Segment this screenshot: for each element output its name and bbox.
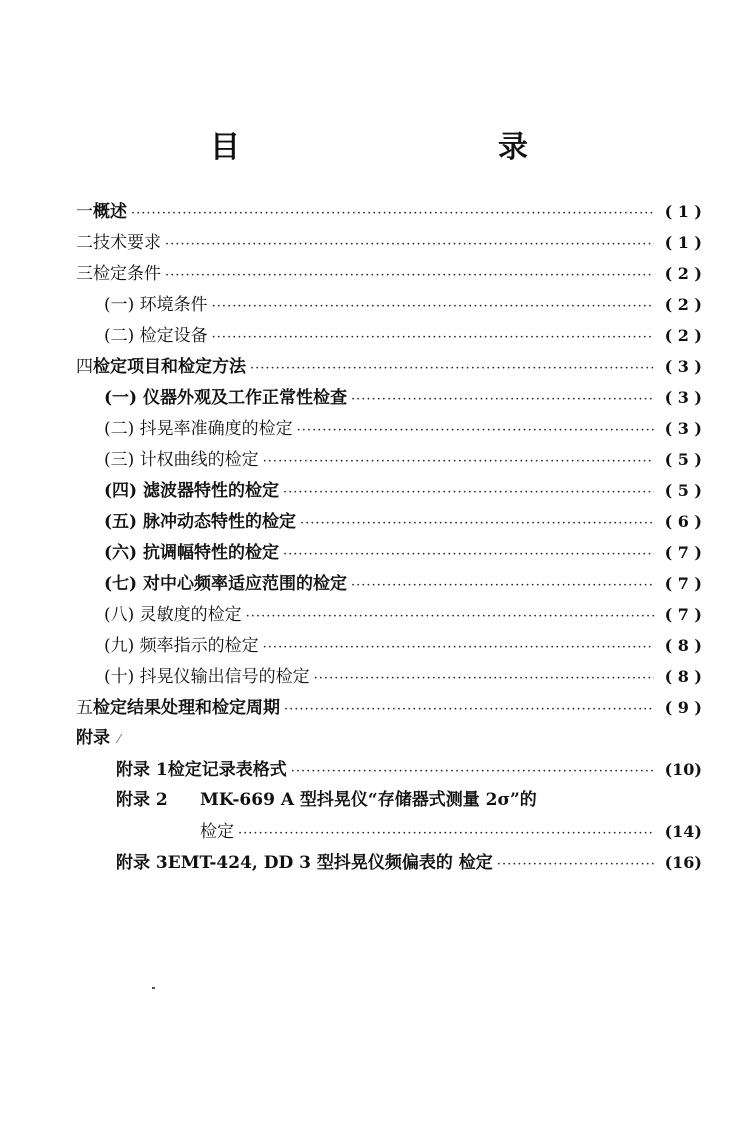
dot-leader (212, 291, 654, 322)
page-number: ( 8 ) (664, 667, 702, 686)
page-number: ( 5 ) (664, 481, 702, 500)
page-number: ( 5 ) (664, 450, 702, 469)
toc-label: 检定项目和检定方法 (93, 357, 246, 377)
toc-entry-2[interactable] (76, 227, 702, 258)
toc-entry-3-1[interactable] (76, 289, 702, 320)
toc-number: 四 (76, 357, 93, 377)
page-number: ( 3 ) (664, 419, 702, 438)
page-number: ( 9 ) (664, 698, 702, 717)
toc-entry-3[interactable] (76, 258, 702, 289)
toc-label: (二) 抖晃率准确度的检定 (104, 419, 293, 439)
toc-label: (一) 仪器外观及工作正常性检查 (104, 388, 348, 408)
appendix-entry-2[interactable] (76, 785, 702, 816)
page-number: ( 8 ) (664, 636, 702, 655)
dot-leader (131, 198, 654, 229)
dot-leader (263, 632, 654, 663)
toc-label: 检定结果处理和检定周期 (93, 698, 280, 718)
appendix-number: 附录 3 (116, 853, 168, 873)
toc-label: 检定条件 (93, 264, 161, 284)
appendix-heading-label: 附录 (76, 728, 110, 748)
page-number: ( 7 ) (664, 543, 702, 562)
dot-leader (263, 446, 654, 477)
toc-number: 一 (76, 202, 93, 222)
toc-number: 五 (76, 698, 93, 718)
dot-leader (351, 570, 654, 601)
page-number: (14) (664, 822, 702, 841)
appendix-entry-1[interactable] (76, 754, 702, 785)
page-number: ( 2 ) (664, 295, 702, 314)
toc-entry-4-4[interactable] (76, 475, 702, 506)
toc-entry-4-9[interactable] (76, 630, 702, 661)
toc-label: (二) 检定设备 (104, 326, 208, 346)
toc-label: (五) 脉冲动态特性的检定 (104, 512, 297, 532)
pencil-mark: ⁄ (118, 732, 121, 746)
toc-entry-4-3[interactable] (76, 444, 702, 475)
toc-label: 技术要求 (93, 233, 161, 253)
dot-leader (351, 384, 654, 415)
toc-label: (四) 滤波器特性的检定 (104, 481, 280, 501)
dot-leader (246, 601, 654, 632)
toc-number: 二 (76, 233, 93, 253)
toc-label: 检定记录表格式 (167, 760, 287, 780)
dot-leader (250, 353, 654, 384)
toc-entry-5[interactable] (76, 692, 702, 723)
dot-leader (297, 415, 654, 446)
toc-entry-4-1[interactable] (76, 382, 702, 413)
toc-entry-4-5[interactable] (76, 506, 702, 537)
toc-label: (十) 抖晃仪输出信号的检定 (104, 667, 310, 687)
page-number: ( 7 ) (664, 605, 702, 624)
appendix-number: 附录 1 (116, 760, 168, 780)
toc-label: 检定 (200, 822, 234, 842)
toc-label: (七) 对中心频率适应范围的检定 (104, 574, 348, 594)
toc-entry-4-8[interactable] (76, 599, 702, 630)
toc-entry-4-2[interactable] (76, 413, 702, 444)
page-number: (16) (664, 853, 702, 872)
table-of-contents (76, 196, 702, 878)
page-number: (10) (664, 760, 702, 779)
page-number: ( 3 ) (664, 388, 702, 407)
page-number: ( 3 ) (664, 357, 702, 376)
toc-label: (八) 灵敏度的检定 (104, 605, 242, 625)
toc-entry-4-10[interactable] (76, 661, 702, 692)
dot-leader (497, 849, 654, 880)
toc-entry-4-7[interactable] (76, 568, 702, 599)
toc-entry-4-6[interactable] (76, 537, 702, 568)
toc-entry-4[interactable] (76, 351, 702, 382)
page-number: ( 2 ) (664, 326, 702, 345)
page-number: ( 7 ) (664, 574, 702, 593)
appendix-entry-3[interactable] (76, 847, 702, 878)
dot-leader (283, 539, 654, 570)
appendix-heading (76, 723, 702, 754)
page-number: ( 1 ) (664, 233, 702, 252)
appendix-entry-2-continuation[interactable] (76, 816, 702, 847)
dot-leader (291, 756, 654, 787)
toc-label: 概述 (93, 202, 127, 222)
page-number: ( 2 ) (664, 264, 702, 283)
dot-leader (284, 694, 654, 725)
toc-label: (三) 计权曲线的检定 (104, 450, 259, 470)
toc-label: EMT-424, DD 3 型抖晃仪频偏表的 检定 (167, 853, 493, 873)
dot-leader (165, 260, 654, 291)
toc-label: (一) 环境条件 (104, 295, 208, 315)
dot-leader (212, 322, 654, 353)
dot-leader (238, 818, 654, 849)
dot-leader (283, 477, 654, 508)
toc-label: (六) 抗调幅特性的检定 (104, 543, 280, 563)
toc-label: MK-669 A 型抖晃仪“存储器式测量 2σ”的 (200, 790, 537, 810)
appendix-number: 附录 2 (116, 790, 168, 810)
dot-leader (314, 663, 654, 694)
toc-number: 三 (76, 264, 93, 284)
scan-speck (152, 987, 155, 989)
page-title: 目 录 (210, 130, 594, 165)
page-number: ( 1 ) (664, 202, 702, 221)
toc-entry-1[interactable] (76, 196, 702, 227)
dot-leader (165, 229, 654, 260)
dot-leader (300, 508, 654, 539)
page-number: ( 6 ) (664, 512, 702, 531)
toc-label: (九) 频率指示的检定 (104, 636, 259, 656)
toc-entry-3-2[interactable] (76, 320, 702, 351)
